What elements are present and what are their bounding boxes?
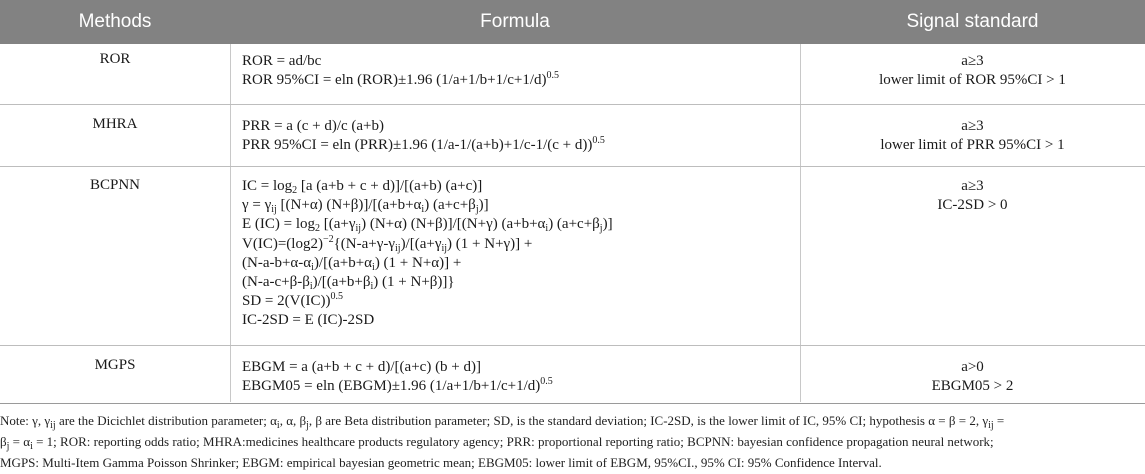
formula-line: $V(IC)=(\log 2)^{-2}\{(N-a+\gamma-\gamma_{ij})/[(a+\gamma_{ij}) (1 + N+\gamma)]$ + [242, 233, 533, 254]
table-note [0, 410, 1145, 473]
method-mhra: MHRA [92, 116, 138, 132]
method-bcpnn: BCPNN [89, 177, 141, 193]
method-ror: ROR [99, 51, 131, 67]
formula-mgps [242, 358, 802, 396]
signal-line: IC-2SD > 0 [937, 197, 1008, 214]
formula-line: PRR 95%CI = eln (PRR)±1.96 $(1/a-1/(a+b)+1/c-1/(c + d))^{0.5}$ [242, 135, 605, 154]
row-divider [0, 104, 1145, 105]
signal-mhra [800, 117, 1145, 155]
note-line: MGPS: Multi-Item Gamma Poisson Shrinker; EBGM: empirical bayesian geometric mean; EBGM05: lower limit of EBGM, 95%CI., 95% CI: 95% Confidence Interval. [0, 455, 882, 470]
method-mgps: MGPS [94, 357, 136, 373]
signal-line: a≥3 [961, 118, 984, 134]
row-divider [0, 166, 1145, 167]
formula-line: SD = $2(V(IC))^{0.5}$ [242, 291, 343, 310]
formula-line: $\gamma = \gamma_{ij}$ [(N+α) $(N+\beta)]/[(a+b+\alpha_i)$ $(a+c+\beta_j)$] [242, 197, 489, 216]
note-line: Note: γ, $\gamma_{ij}$ are the Dicichlet distribution parameter; $\alpha_i$, α, $\beta_j$, β are Beta distribution parameter; SD, is the standard deviation; IC-2SD, is the lower limit of IC, 95% CI; hypothesis α = β = 2, $\gamma_{ij}$ = [0, 413, 1005, 431]
formula-mhra [242, 117, 802, 155]
formula-ror [242, 52, 802, 90]
formula-line: IC = $\log_2 [a$ (a+b + c + d)]/[(a+b) (a+c)] [242, 178, 483, 196]
signal-line: a≥3 [961, 53, 984, 69]
signal-bcpnn [800, 177, 1145, 215]
header-methods: Methods [78, 11, 152, 32]
table-bottom-border [0, 403, 1145, 404]
formula-line: ROR = ad/bc [242, 53, 322, 69]
header-signal-standard: Signal standard [906, 11, 1039, 32]
formula-line: IC-2SD = E (IC)-2SD [242, 312, 375, 329]
formula-line: EBGM = a (a+b + c + d)/[(a+c) (b + d)] [242, 359, 482, 375]
formula-bcpnn [242, 177, 802, 331]
formula-line: E $(IC) = \log_2 [(a+\gamma_{ij})$ (N+α) (N+β)]/[(N+γ) $(a+b+\alpha_i)$ $(a+c+\beta_j)$] [242, 216, 613, 235]
signal-line: a≥3 [961, 178, 984, 194]
note-line: $\beta_j = \alpha_i = 1$; ROR: reporting odds ratio; MHRA:medicines healthcare products regulatory agency; PRR: proportional reporting ratio; BCPNN: bayesian confidence propagation neural network; [0, 434, 994, 452]
header-formula: Formula [480, 11, 550, 32]
row-divider [0, 345, 1145, 346]
table-header [0, 0, 1145, 44]
signal-line: lower limit of PRR 95%CI > 1 [880, 137, 1065, 154]
signal-line: lower limit of ROR 95%CI > 1 [879, 72, 1066, 89]
formula-line: EBGM05 = eln (EBGM)±1.96 $(1/a+1/b+1/c+1/d)^{0.5}$ [242, 376, 553, 395]
signal-mgps [800, 358, 1145, 396]
formula-line: ROR 95%CI = eln (ROR)±1.96 $(1/a+1/b+1/c+1/d)^{0.5}$ [242, 70, 560, 89]
signal-ror [800, 52, 1145, 90]
signal-line: a>0 [961, 359, 984, 375]
formula-line: $(N-a-b+\alpha-\alpha_i)/[(a+b+\alpha_i) (1 + N+\alpha)]$ + [242, 254, 462, 273]
column-divider [230, 44, 231, 402]
formula-line: PRR = a (c + d)/c (a+b) [242, 118, 385, 134]
formula-line: $(N-a-c+\beta-\beta_i)/[(a+b+\beta_i) (1 + N+\beta)]$} [242, 273, 455, 292]
signal-line: EBGM05 > 2 [931, 378, 1014, 395]
